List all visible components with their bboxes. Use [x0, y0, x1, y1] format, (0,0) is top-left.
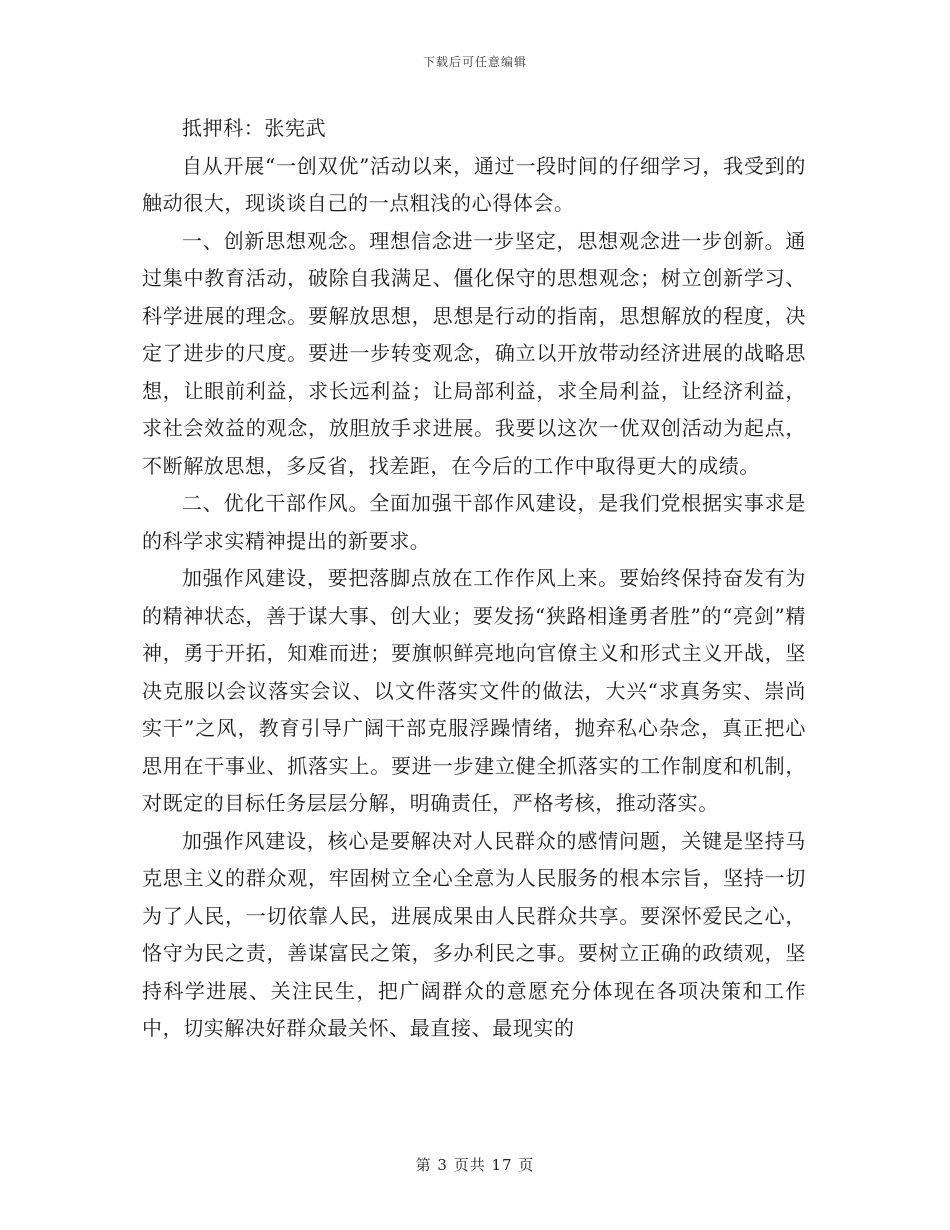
- paragraph-intro: 自从开展“一创双优”活动以来，通过一段时间的仔细学习，我受到的触动很大，现谈谈自己的一点粗浅的心得体会。: [142, 153, 806, 215]
- page-number: 第 3 页共 17 页: [415, 1156, 535, 1174]
- author-line: 抵押科：张宪武: [182, 116, 327, 140]
- document-body: [142, 110, 806, 1048]
- paragraph-section-one: 一、创新思想观念。理想信念进一步坚定，思想观念进一步创新。通过集中教育活动，破除自我满足、僵化保守的思想观念；树立创新学习、科学进展的理念。要解放思想，思想是行动的指南，思想解放的程度，决定了进步的尺度。要进一步转变观念，确立以开放带动经济进展的战略思想，让眼前利益，求长远利益；让局部利益，求全局利益，让经济利益，求社会效益的观念，放胆放手求进展。我要以这次一优双创活动为起点，不断解放思想，多反省，找差距，在今后的工作中取得更大的成绩。: [142, 228, 806, 478]
- paragraph-mass-line: 加强作风建设，核心是要解决对人民群众的感情问题，关键是坚持马克思主义的群众观，牢固树立全心全意为人民服务的根本宗旨，坚持一切为了人民，一切依靠人民，进展成果由人民群众共享。要深怀爱民之心，恪守为民之责，善谋富民之策，多办利民之事。要树立正确的政绩观，坚持科学进展、关注民生，把广阔群众的意愿充分体现在各项决策和工作中，切实解决好群众最关怀、最直接、最现实的: [142, 828, 806, 1040]
- paragraph-work-style: 加强作风建设，要把落脚点放在工作作风上来。要始终保持奋发有为的精神状态，善于谋大事、创大业；要发扬“狭路相逢勇者胜”的“亮剑”精神，勇于开拓，知难而进；要旗帜鲜亮地向官僚主义和形式主义开战，坚决克服以会议落实会议、以文件落实文件的做法，大兴“求真务实、崇尚实干”之风，教育引导广阔干部克服浮躁情绪，抛弃私心杂念，真正把心思用在干事业、抓落实上。要进一步建立健全抓落实的工作制度和机制，对既定的目标任务层层分解，明确责任，严格考核，推动落实。: [142, 566, 806, 815]
- header-note: 下载后可任意编辑: [422, 55, 527, 69]
- paragraph-section-two: 二、优化干部作风。全面加强干部作风建设，是我们党根据实事求是的科学求实精神提出的新要求。: [142, 491, 806, 553]
